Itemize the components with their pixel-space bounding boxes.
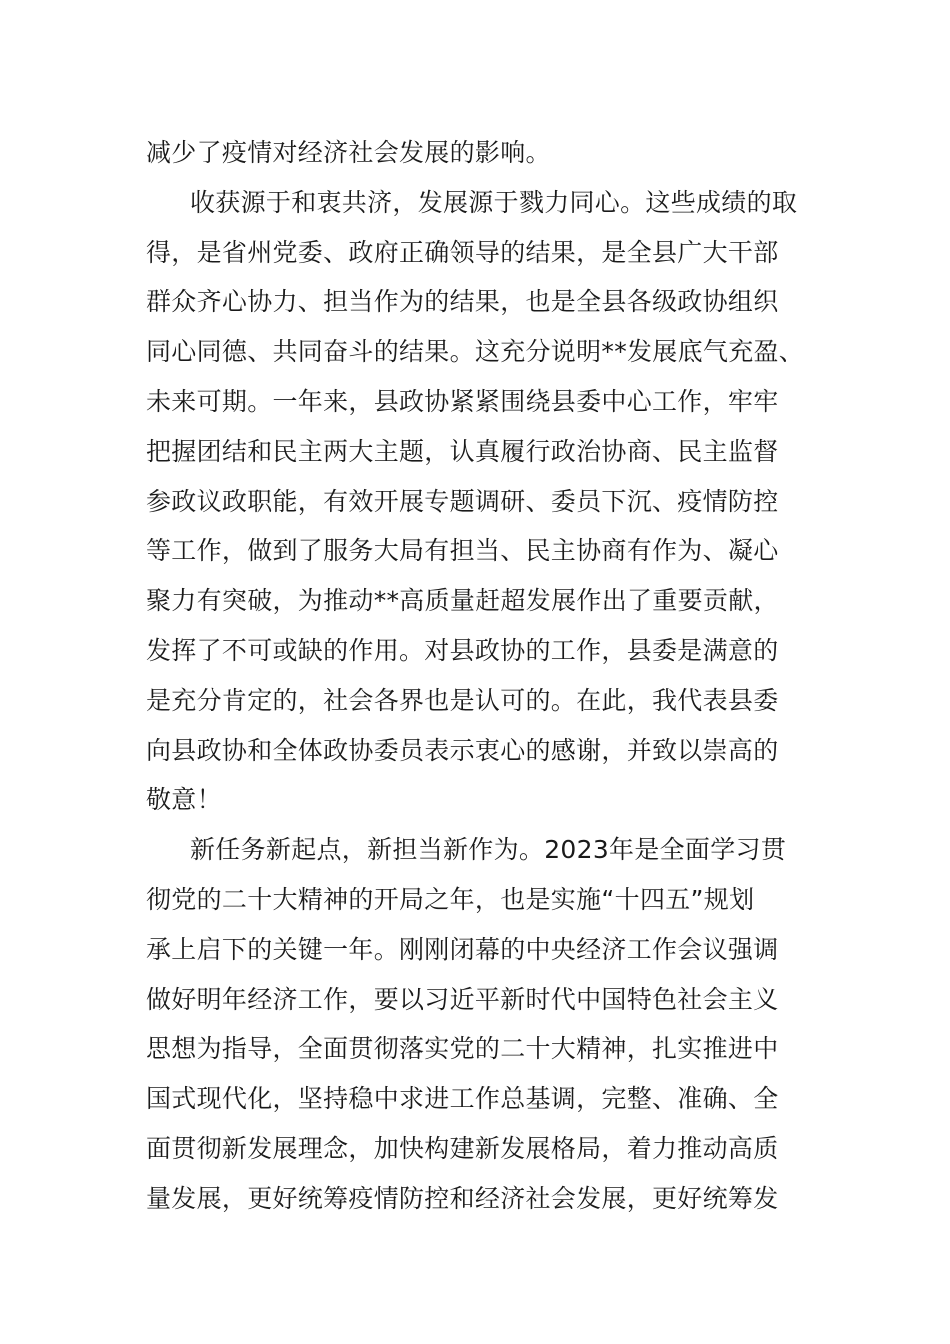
text-line: 量发展，更好统筹疫情防控和经济社会发展，更好统筹发 [146, 1183, 779, 1213]
text-line: 国式现代化，坚持稳中求进工作总基调，完整、准确、全 [146, 1084, 779, 1114]
paragraph-start-line: 收获源于和衷共济，发展源于戮力同心。这些成绩的取 [190, 187, 798, 217]
text-line: 发挥了不可或缺的作用。对县政协的工作，县委是满意的 [146, 635, 779, 665]
paragraph-start-line: 新任务新起点，新担当新作为。2023年是全面学习贯 [190, 835, 787, 865]
body-text [146, 128, 826, 1224]
text-line: 敬意！ [146, 785, 222, 815]
text-line: 思想为指导，全面贯彻落实党的二十大精神，扎实推进中 [146, 1034, 779, 1064]
text-line: 承上启下的关键一年。刚刚闭幕的中央经济工作会议强调 [146, 934, 779, 964]
text-line: 面贯彻新发展理念，加快构建新发展格局，着力推动高质 [146, 1133, 779, 1163]
text-line: 得，是省州党委、政府正确领导的结果，是全县广大干部 [146, 237, 779, 267]
text-line: 是充分肯定的，社会各界也是认可的。在此，我代表县委 [146, 685, 779, 715]
text-line: 把握团结和民主两大主题，认真履行政治协商、民主监督 [146, 436, 779, 466]
text-line: 聚力有突破，为推动**高质量赶超发展作出了重要贡献， [146, 586, 779, 616]
text-line: 向县政协和全体政协委员表示衷心的感谢，并致以崇高的 [146, 735, 779, 765]
text-line: 彻党的二十大精神的开局之年，也是实施“十四五”规划 [146, 884, 755, 914]
text-line: 参政议政职能，有效开展专题调研、委员下沉、疫情防控 [146, 486, 779, 516]
text-line: 未来可期。一年来，县政协紧紧围绕县委中心工作，牢牢 [146, 386, 779, 416]
text-line: 做好明年经济工作，要以习近平新时代中国特色社会主义 [146, 984, 779, 1014]
text-line: 减少了疫情对经济社会发展的影响。 [146, 138, 551, 167]
text-line: 群众齐心协力、担当作为的结果，也是全县各级政协组织 [146, 287, 779, 317]
text-line: 同心同德、共同奋斗的结果。这充分说明**发展底气充盈、 [146, 337, 805, 367]
text-line: 等工作，做到了服务大局有担当、民主协商有作为、凝心 [146, 536, 779, 566]
